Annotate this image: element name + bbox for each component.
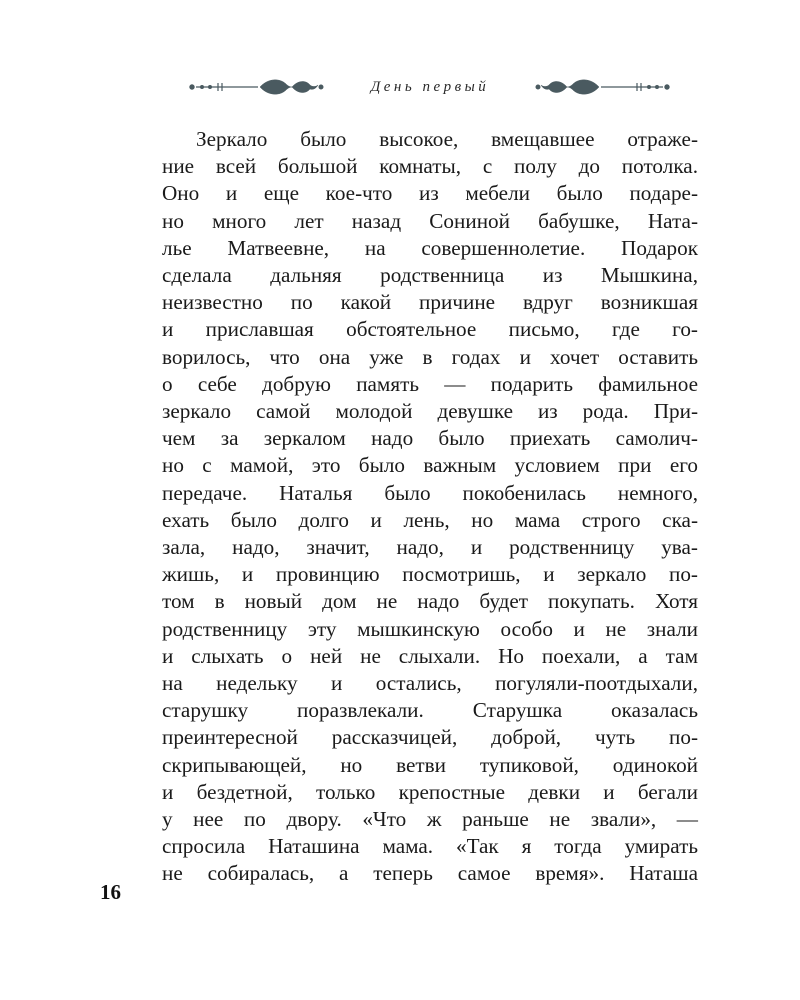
text-line: ворилось, что она уже в годах и хочет оставить [162, 344, 698, 369]
text-line: старушку поразвлекали. Старушка оказалась [162, 698, 698, 723]
chapter-title: День первый [370, 79, 490, 95]
text-line: жишь, и провинцию посмотришь, и зеркало по- [162, 562, 698, 587]
text-line: но много лет назад Сониной бабушке, Ната- [162, 208, 698, 233]
text-line: скрипывающей, но ветви тупиковой, одинокой [162, 752, 698, 777]
text-line: на недельку и остались, погуляли-поотдыхали, [162, 671, 698, 696]
text-line: Зеркало было высокое, вмещавшее отраже- [196, 127, 698, 151]
right-flourish-ornament-icon [535, 76, 671, 98]
text-line: ехать было долго и лень, но мама строго ска- [162, 507, 698, 532]
text-line: о себе добрую память — подарить фамильное [162, 371, 698, 396]
text-line: ние всей большой комнаты, с полу до потолка. [162, 154, 698, 179]
text-line: зеркало самой молодой девушке из рода. При- [162, 399, 698, 424]
text-line: неизвестно по какой причине вдруг возникшая [162, 290, 698, 315]
text-line: преинтересной рассказчицей, доброй, чуть по- [162, 725, 698, 750]
text-line: родственницу эту мышкинскую особо и не знали [162, 616, 698, 641]
text-line: не собиралась, а теперь самое время». Наташа [162, 861, 698, 886]
text-line: спросила Наташина мама. «Так я тогда умирать [162, 834, 698, 859]
text-line: Оно и еще кое-что из мебели было подаре- [162, 181, 698, 206]
text-line: но с мамой, это было важным условием при его [162, 453, 698, 478]
page-number: 16 [100, 880, 121, 904]
text-line: и бездетной, только крепостные девки и бегали [162, 779, 698, 804]
text-line: сделала дальняя родственница из Мышкина, [162, 263, 698, 288]
left-flourish-ornament-icon [188, 76, 324, 98]
text-line: зала, надо, значит, надо, и родственницу ува- [162, 535, 698, 560]
text-line: том в новый дом не надо будет покупать. Хотя [162, 589, 698, 614]
text-line: у нее по двору. «Что ж раньше не звали», — [162, 807, 698, 832]
running-header [0, 72, 800, 102]
text-line: и приславшая обстоятельное письмо, где го- [162, 317, 698, 342]
text-line: чем за зеркалом надо было приехать самолич- [162, 426, 698, 451]
text-line: лье Матвеевне, на совершеннолетие. Подарок [162, 235, 698, 260]
body-paragraph [162, 126, 698, 888]
text-line: передаче. Наталья было покобенилась немного, [162, 480, 698, 505]
text-line: и слыхать о ней не слыхали. Но поехали, а там [162, 643, 698, 668]
